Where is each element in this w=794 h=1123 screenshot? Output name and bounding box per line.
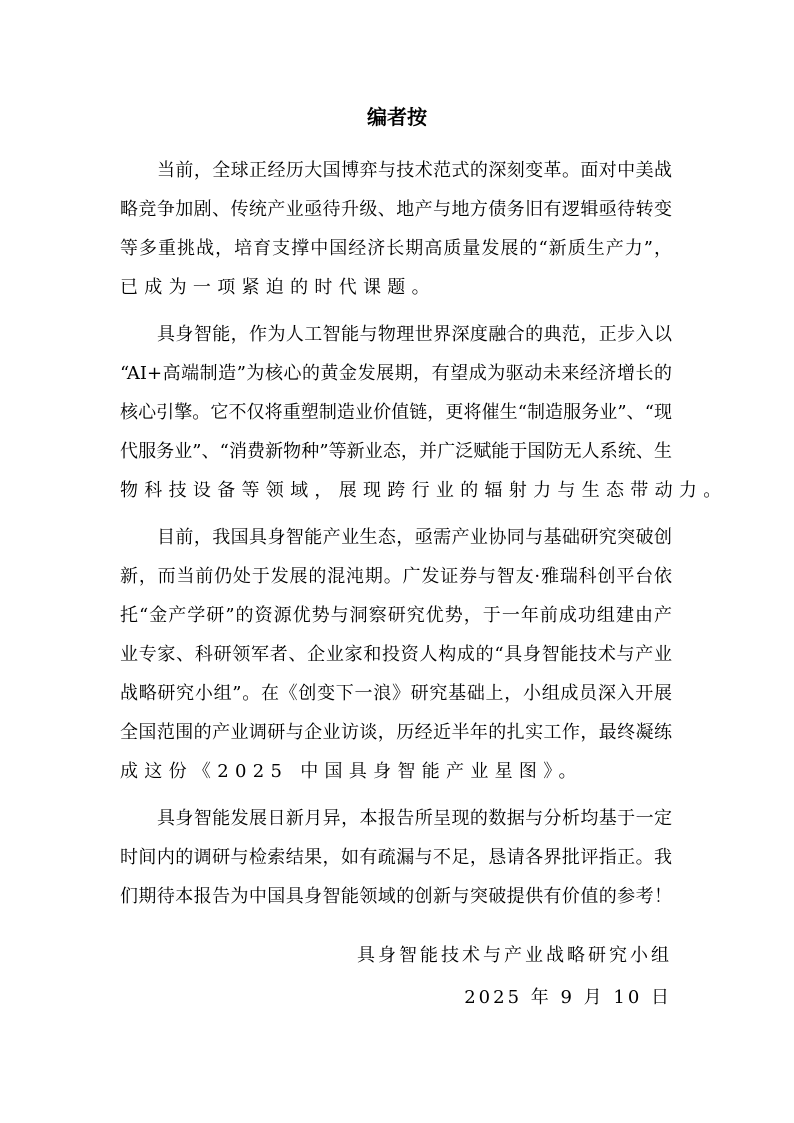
text-line: 新，而当前仍处于发展的混沌期。广发证券与智友·雅瑞科创平台依 (120, 566, 672, 587)
text-line: 战略研究小组”。在《创变下一浪》研究基础上，小组成员深入开展 (120, 683, 672, 704)
paragraph-3 (120, 518, 672, 791)
text-line: 已成为一项紧迫的时代课题。 (120, 277, 436, 298)
text-line: 托“金产学研”的资源优势与洞察研究优势，于一年前成功组建由产 (120, 605, 672, 626)
text-line: 们期待本报告为中国具身智能领域的创新与突破提供有价值的参考！ (120, 886, 672, 907)
text-line: 等多重挑战，培育支撑中国经济长期高质量发展的“新质生产力”， (120, 238, 672, 259)
text-line: 代服务业”、“消费新物种”等新业态，并广泛赋能于国防无人系统、生 (120, 441, 672, 462)
text-line: 当前，全球正经历大国博弈与技术范式的深刻变革。面对中美战 (157, 160, 672, 181)
text-line: 物科技设备等领域，展现跨行业的辐射力与生态带动力。 (120, 480, 728, 501)
date: 2025 年 9 月 10 日 (464, 987, 672, 1008)
editor-note-body (120, 151, 728, 924)
text-line: 具身智能发展日新月异，本报告所呈现的数据与分析均基于一定 (157, 808, 672, 829)
page-title: 编者按 (367, 105, 427, 129)
signature: 具身智能技术与产业战略研究小组 (357, 945, 672, 966)
text-line: 目前，我国具身智能产业生态，亟需产业协同与基础研究突破创 (157, 527, 672, 548)
paragraph-4 (120, 799, 672, 916)
text-line: “AI+高端制造”为核心的黄金发展期，有望成为驱动未来经济增长的 (120, 363, 672, 384)
text-line: 全国范围的产业调研与企业访谈，历经近半年的扎实工作，最终凝练 (120, 722, 672, 743)
paragraph-1 (120, 151, 672, 307)
text-line: 核心引擎。它不仅将重塑制造业价值链，更将催生“制造服务业”、“现 (120, 402, 672, 423)
text-line: 成这份《2025 中国具身智能产业星图》。 (120, 761, 583, 782)
paragraph-2 (120, 315, 728, 510)
text-line: 略竞争加剧、传统产业亟待升级、地产与地方债务旧有逻辑亟待转变 (120, 199, 672, 220)
text-line: 具身智能，作为人工智能与物理世界深度融合的典范，正步入以 (157, 324, 672, 345)
text-line: 时间内的调研与检索结果，如有疏漏与不足，恳请各界批评指正。我 (120, 847, 672, 868)
text-line: 业专家、科研领军者、企业家和投资人构成的“具身智能技术与产业 (120, 644, 672, 665)
